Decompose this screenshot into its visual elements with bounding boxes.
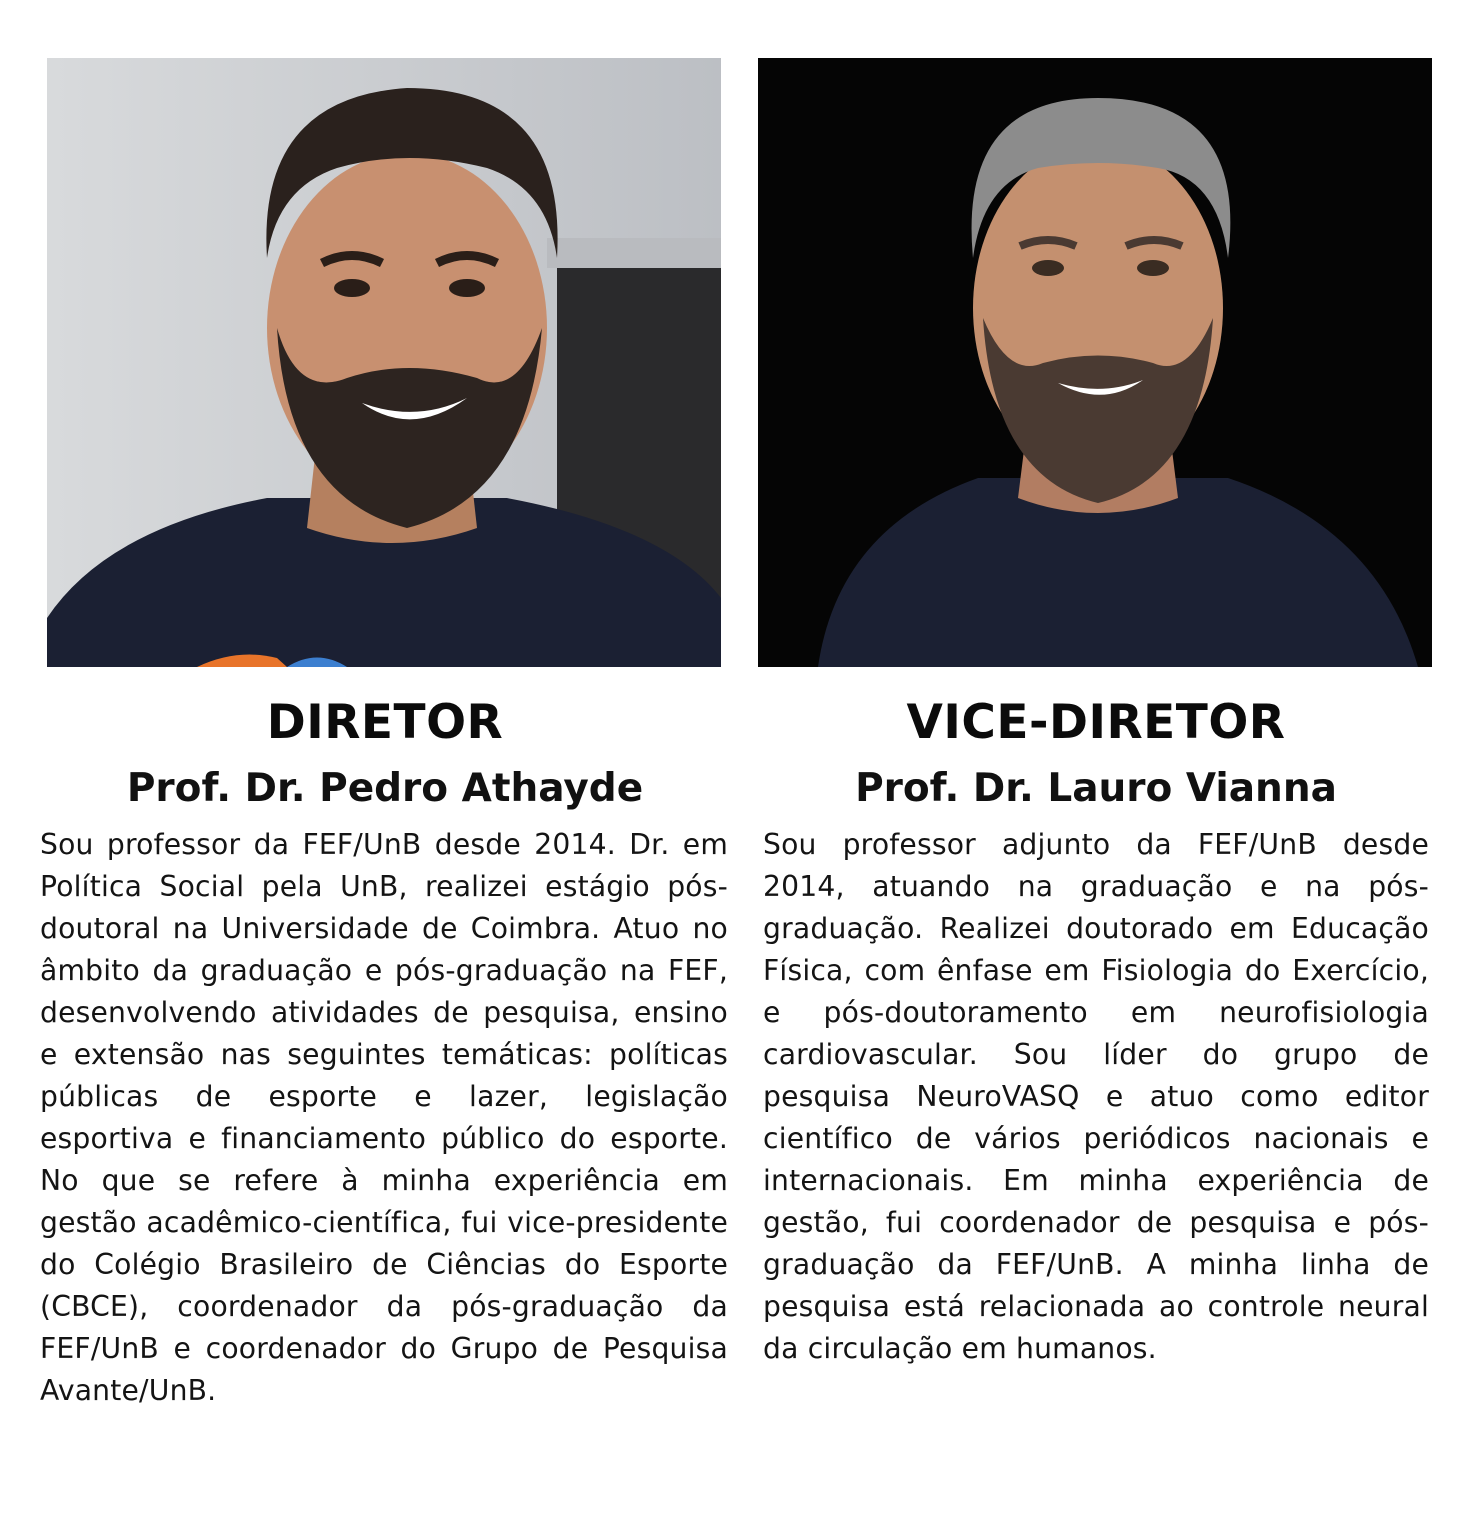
- vice-director-role-title: VICE-DIRETOR: [906, 695, 1286, 750]
- portrait-photo-icon: [758, 58, 1432, 667]
- director-photo: [47, 58, 721, 667]
- vice-director-photo: [758, 58, 1432, 667]
- director-name: Prof. Dr. Pedro Athayde: [126, 766, 644, 811]
- director-role-title: DIRETOR: [266, 695, 504, 750]
- vice-director-name: Prof. Dr. Lauro Vianna: [855, 766, 1337, 811]
- vice-director-bio: Sou professor adjunto da FEF/UnB desde 2014, atuando na graduação e na pós-graduação. Realizei doutorado em Educação Física, com ênfase em Fisiologia do Exercício, e pós-doutoramento em neurofisiologia cardiovascular. Sou líder do grupo de pesquisa NeuroVASQ e atuo como editor científico de vários periódicos nacionais e internacionais. Em minha experiência de gestão, fui coordenador de pesquisa e pós-graduação da FEF/UnB. A minha linha de pesquisa está relacionada ao controle neural da circulação em humanos.: [763, 828, 1429, 1365]
- portrait-photo-icon: [47, 58, 721, 667]
- director-card: [40, 0, 730, 1535]
- vice-director-card: [763, 0, 1429, 1535]
- director-bio: Sou professor da FEF/UnB desde 2014. Dr. em Política Social pela UnB, realizei estágio pós-doutoral na Universidade de Coimbra. Atuo no âmbito da graduação e pós-graduação na FEF, desenvolvendo atividades de pesquisa, ensino e extensão nas seguintes temáticas: políticas públicas de esporte e lazer, legislação esportiva e financiamento público do esporte. No que se refere à minha experiência em gestão acadêmico-científica, fui vice-presidente do Colégio Brasileiro de Ciências do Esporte (CBCE), coordenador da pós-graduação da FEF/UnB e coordenador do Grupo de Pesquisa Avante/UnB.: [40, 828, 728, 1407]
